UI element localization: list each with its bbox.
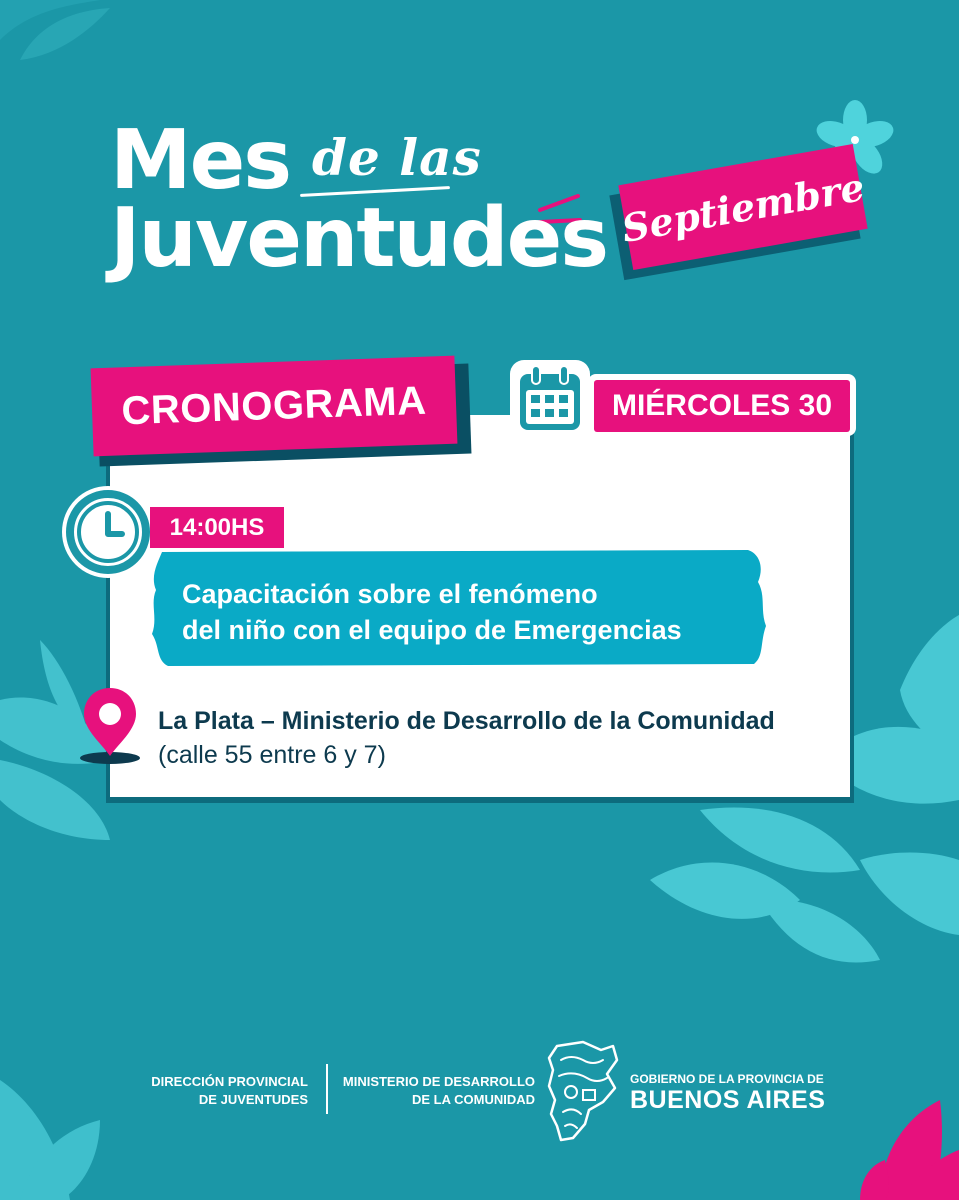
month-badge-label: Septiembre [618,163,868,251]
footer-buenos-aires: BUENOS AIRES [630,1086,826,1114]
title-de-las: de las [312,128,482,187]
location-name: La Plata – Ministerio de Desarrollo de la Comunidad [158,707,775,735]
footer-ministerio-line-2: DE LA COMUNIDAD [411,1092,535,1107]
date-label [594,380,850,432]
footer-direccion [110,1073,308,1109]
activity-description [182,576,742,648]
activity-line-2: del niño con el equipo de Emergencias [182,615,682,645]
schedule-label [91,356,458,457]
time-label [150,507,284,548]
location-pin-icon [70,682,150,768]
schedule-label-text: CRONOGRAMA [120,378,428,433]
clock-icon [62,486,154,578]
time-text: 14:00HS [169,513,265,541]
calendar-icon [510,360,590,440]
footer-ministerio [335,1073,535,1109]
footer-gobierno: GOBIERNO DE LA PROVINCIA DE [630,1072,824,1086]
footer-ministerio-line-1: MINISTERIO DE DESARROLLO [342,1074,535,1089]
date-text: MIÉRCOLES 30 [611,389,833,422]
footer-direccion-line-2: DE JUVENTUDES [198,1092,308,1107]
title-mes: Mes [110,113,291,208]
activity-line-1: Capacitación sobre el fenómeno [182,579,598,609]
footer-direccion-line-1: DIRECCIÓN PROVINCIAL [151,1074,308,1089]
province-map-logo [543,1040,621,1144]
footer-divider [326,1064,328,1114]
title-juventudes: Juventudes [110,191,608,286]
location-address: (calle 55 entre 6 y 7) [158,741,386,769]
